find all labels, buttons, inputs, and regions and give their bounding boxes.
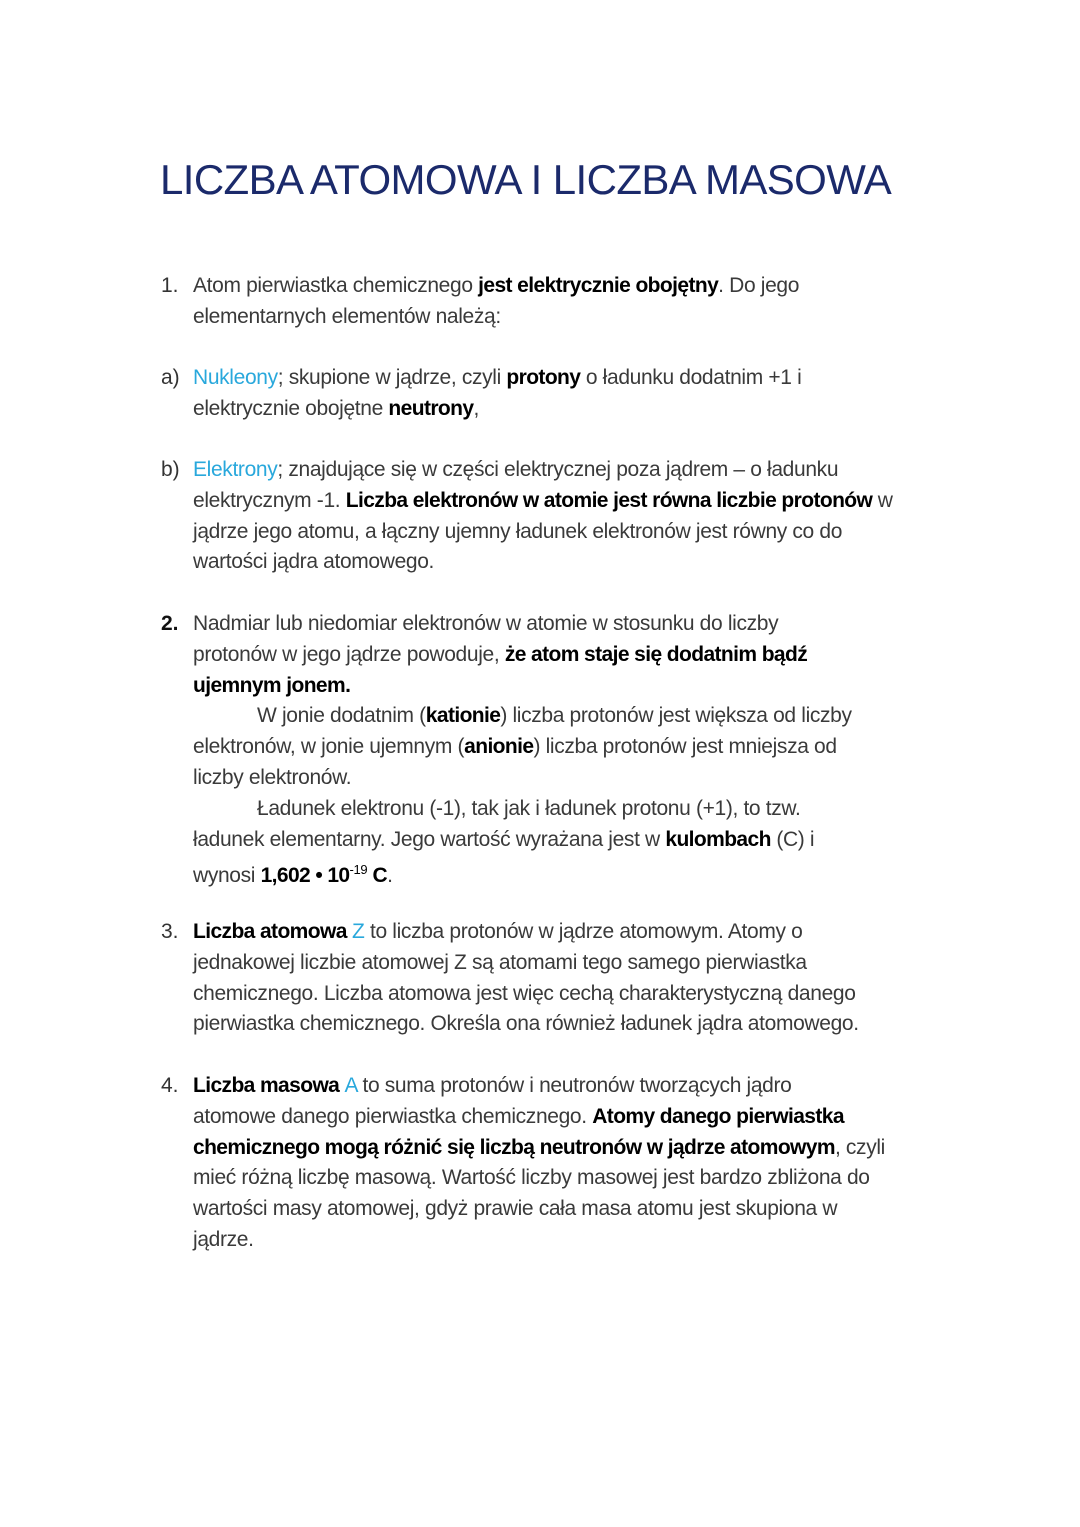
text-line	[193, 1071, 885, 1102]
highlighted-term: A	[344, 1074, 357, 1097]
text-segment: chemicznego. Liczba atomowa jest więc cechą charakterystyczną danego	[193, 981, 856, 1005]
text-line	[193, 394, 801, 425]
text-line	[193, 825, 852, 856]
text-segment: jądrze.	[193, 1227, 254, 1251]
text-line	[193, 363, 801, 394]
text-segment: pierwiastka chemicznego. Określa ona również ładunek jądra atomowego.	[193, 1012, 859, 1036]
text-segment: .	[387, 864, 393, 888]
text-segment: ładunek elementarny. Jego wartość wyrażana jest w	[193, 827, 666, 851]
bold-text: że atom staje się dodatnim bądź	[504, 642, 808, 666]
text-line	[193, 948, 859, 979]
text-line	[193, 1194, 885, 1225]
list-marker: 1.	[161, 274, 179, 297]
bold-text: kationie	[425, 704, 501, 728]
text-line	[193, 1225, 885, 1256]
bold-text: Liczba atomowa	[193, 920, 353, 943]
text-segment: , czyli	[834, 1135, 885, 1159]
bold-text: kulombach	[665, 827, 771, 851]
bold-text: Liczba masowa	[193, 1074, 345, 1097]
text-segment: wartości masy atomowej, gdyż prawie cała masa atomu jest skupiona w	[193, 1197, 838, 1221]
text-segment: Atom pierwiastka chemicznego	[193, 274, 479, 297]
text-line	[193, 1102, 885, 1133]
text-segment: to liczba protonów w jądrze atomowym. Atomy o	[364, 920, 803, 943]
bold-text: Liczba elektronów w atomie jest równa liczbie protonów	[345, 488, 873, 512]
text-line	[193, 979, 859, 1010]
text-line	[193, 701, 852, 732]
bold-text: C	[367, 864, 388, 888]
text-segment: mieć różną liczbę masową. Wartość liczby masowej jest bardzo zbliżona do	[193, 1166, 870, 1190]
text-segment: ; skupione w jądrze, czyli	[277, 366, 507, 389]
text-segment: ) liczba protonów jest większa od liczby	[500, 704, 852, 728]
text-segment: elektrycznym -1.	[193, 488, 346, 512]
text-segment: o ładunku dodatnim +1 i	[580, 366, 802, 389]
text-line	[193, 1133, 885, 1164]
text-line	[193, 1163, 885, 1194]
list-marker: a)	[161, 366, 180, 389]
text-line	[193, 794, 852, 825]
text-segment: . Do jego	[718, 274, 800, 297]
bold-text: anionie	[464, 735, 534, 759]
list-marker: 4.	[161, 1074, 179, 1097]
text-line	[193, 671, 852, 702]
text-line	[193, 609, 852, 640]
text-segment: W jonie dodatnim (	[257, 704, 426, 728]
list-marker: 3.	[161, 920, 179, 943]
text-line	[193, 763, 852, 794]
bold-text: protony	[506, 366, 581, 389]
text-line	[193, 486, 893, 517]
highlighted-term: Elektrony	[193, 458, 278, 481]
superscript: -19	[349, 862, 368, 878]
text-segment: wartości jądra atomowego.	[193, 550, 435, 574]
text-segment: jednakowej liczbie atomowej Z są atomami tego samego pierwiastka	[193, 950, 807, 974]
text-segment: elektronów, w jonie ujemnym (	[193, 735, 465, 759]
list-marker: b)	[161, 458, 180, 481]
text-segment: w	[872, 488, 893, 512]
text-line	[193, 917, 859, 948]
text-segment: Nadmiar lub niedomiar elektronów w atomie w stosunku do liczby	[193, 612, 779, 635]
text-segment: jądrze jego atomu, a łączny ujemny ładunek elektronów jest równy co do	[193, 519, 843, 543]
text-segment: atomowe danego pierwiastka chemicznego.	[193, 1104, 593, 1128]
text-line	[193, 732, 852, 763]
text-line	[193, 547, 893, 578]
highlighted-term: Z	[352, 920, 365, 943]
text-line	[193, 455, 893, 486]
text-segment: to suma protonów i neutronów tworzących jądro	[357, 1074, 792, 1097]
text-line	[193, 302, 799, 333]
text-line	[193, 640, 852, 671]
bold-text: neutrony	[388, 396, 474, 420]
text-segment: elektrycznie obojętne	[193, 396, 389, 420]
text-segment: Ładunek elektronu (-1), tak jak i ładunek protonu (+1), to tzw.	[257, 796, 801, 820]
text-segment: ) liczba protonów jest mniejsza od	[533, 735, 837, 759]
text-segment: liczby elektronów.	[193, 765, 352, 789]
list-marker: 2.	[161, 612, 179, 635]
page-title: LICZBA ATOMOWA I LICZBA MASOWA	[160, 156, 892, 204]
text-line	[193, 271, 799, 302]
text-segment: ; znajdujące się w części elektrycznej poza jądrem – o ładunku	[277, 458, 839, 481]
bold-text: ujemnym jonem.	[193, 673, 351, 697]
text-segment: ,	[473, 396, 479, 420]
text-segment: wynosi	[193, 864, 261, 888]
text-line	[193, 855, 852, 892]
bold-text: Atomy danego pierwiastka	[592, 1104, 844, 1128]
bold-text: 1,602 • 10	[260, 864, 350, 888]
text-line	[193, 517, 893, 548]
bold-text: chemicznego mogą różnić się liczbą neutronów w jądrze atomowym	[193, 1135, 835, 1159]
text-segment: protonów w jego jądrze powoduje,	[193, 642, 505, 666]
text-segment: elementarnych elementów należą:	[193, 304, 501, 328]
text-line	[193, 1009, 859, 1040]
highlighted-term: Nukleony	[193, 366, 278, 389]
text-segment: (C) i	[770, 827, 815, 851]
bold-text: jest elektrycznie obojętny	[478, 274, 719, 297]
